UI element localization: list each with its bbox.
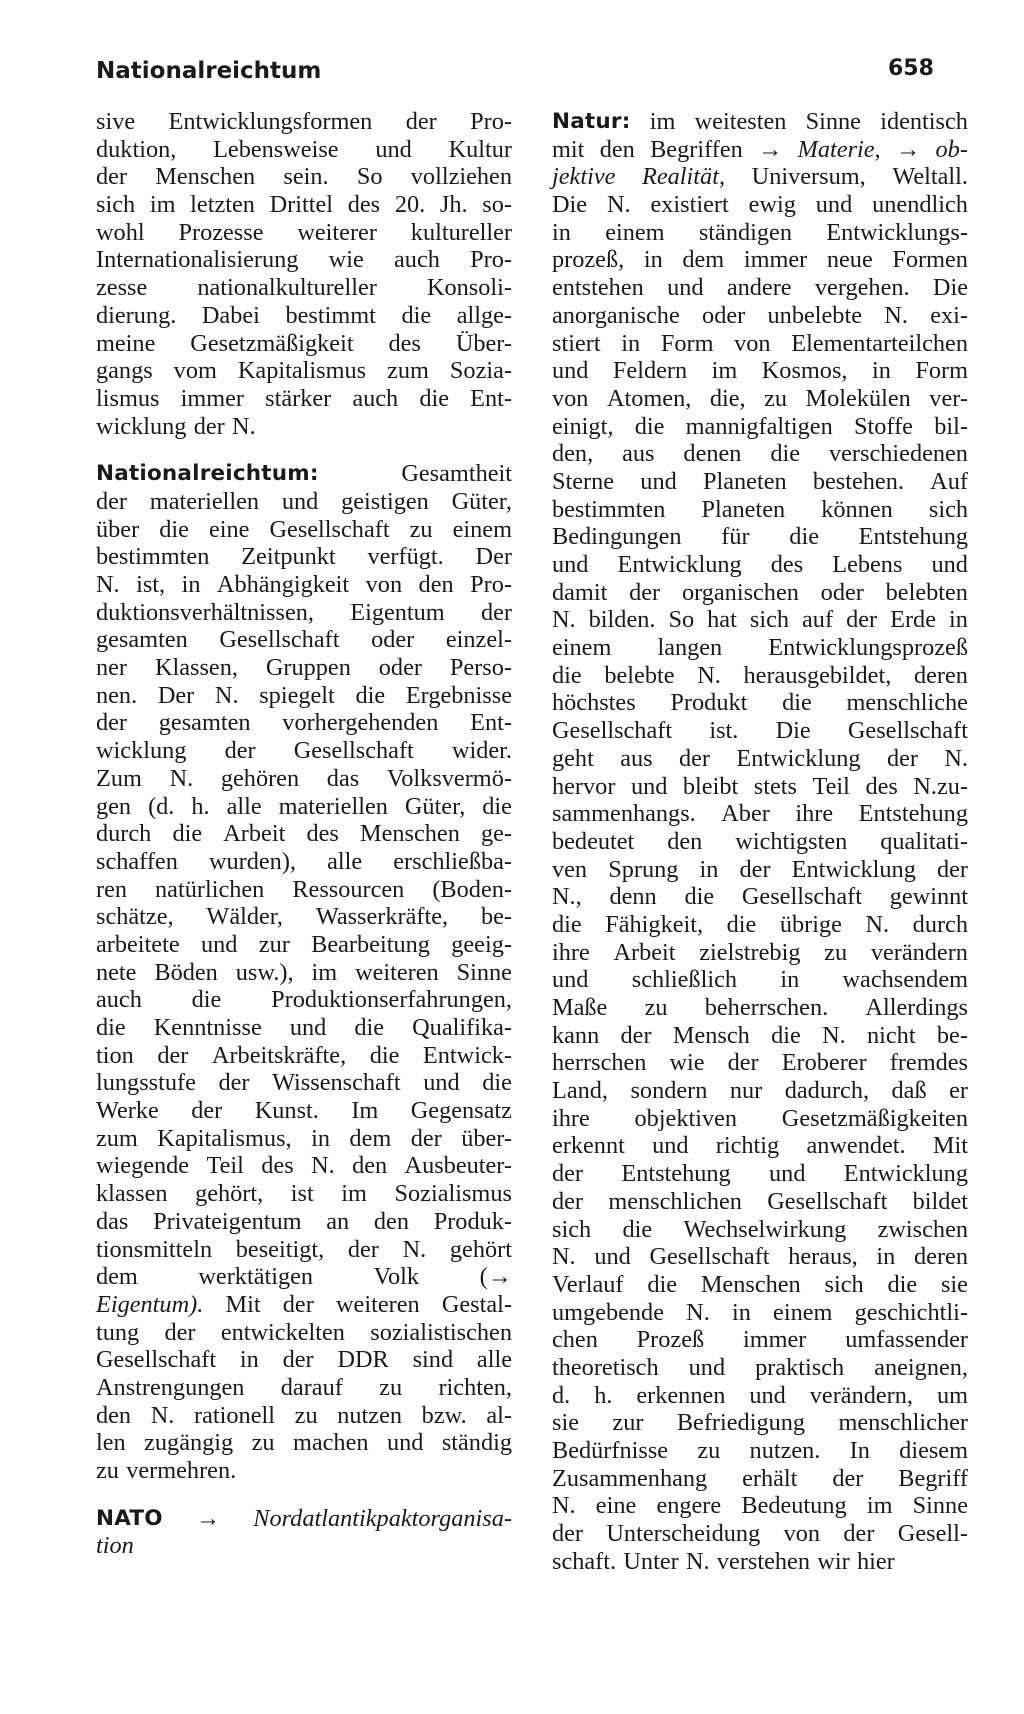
text-line: Verlauf die Menschen sich die sie [552, 1270, 968, 1298]
text-line: chen Prozeß immer umfassender [552, 1326, 968, 1354]
text-line: Land, sondern nur dadurch, daß er [552, 1077, 968, 1105]
text-line: Sterne und Planeten bestehen. Auf [552, 467, 968, 495]
text-line: lismus immer stärker auch die Ent- [96, 384, 512, 412]
text-line: tion der Arbeitskräfte, die Entwick- [96, 1041, 512, 1069]
text-line: erkennt und richtig anwendet. Mit [552, 1132, 968, 1160]
text-line: der Menschen sein. So vollziehen [96, 163, 512, 191]
right-column [552, 108, 968, 1575]
text-line: Nationalreichtum: Gesamtheit [96, 460, 512, 488]
text-line: N., denn die Gesellschaft gewinnt [552, 883, 968, 911]
text-line: nete Böden usw.), im weiteren Sinne [96, 958, 512, 986]
text-line: zu vermehren. [96, 1457, 237, 1484]
text-line: die Kenntnisse und die Qualifika- [96, 1014, 512, 1041]
text-line: anorganische oder unbelebte N. exi- [552, 301, 968, 329]
text-line: ihre objektiven Gesetzmäßigkeiten [552, 1104, 968, 1132]
text-line: ner Klassen, Gruppen oder Perso- [96, 654, 512, 682]
text-line: den, aus denen die verschiedenen [552, 440, 968, 468]
text-line: der gesamten vorhergehenden Ent- [96, 709, 512, 737]
text-line: sich die Wechselwirkung zwischen [552, 1215, 968, 1243]
text-line: sie zur Befriedigung menschlicher [552, 1409, 968, 1437]
text-line: Natur: im weitesten Sinne identisch [552, 108, 968, 135]
text-line: zesse nationalkultureller Konsoli- [96, 274, 512, 302]
text-line: sich im letzten Drittel des 20. Jh. so- [96, 191, 512, 219]
text-line: schaffen wurden), alle erschließba- [96, 847, 512, 875]
text-line: entstehen und andere vergehen. Die [552, 274, 968, 302]
text-line: damit der organischen oder belebten [552, 578, 968, 606]
text-line: prozeß, in dem immer neue Formen [552, 246, 968, 274]
text-line: den N. rationell zu nutzen bzw. al- [96, 1401, 512, 1429]
text-line: ren natürlichen Ressourcen (Boden- [96, 875, 512, 903]
text-line: höchstes Produkt die menschliche [552, 689, 968, 717]
page-header-title: Nationalreichtum [96, 58, 322, 84]
text-line: wicklung der Gesellschaft wider. [96, 737, 512, 765]
text-line: auch die Produktionserfahrungen, [96, 986, 512, 1014]
text-line: d. h. erkennen und verändern, um [552, 1381, 968, 1409]
text-line: arbeitete und zur Bearbeitung geeig- [96, 930, 512, 958]
text-line: die Fähigkeit, die übrige N. durch [552, 910, 968, 938]
text-line: von Atomen, die, zu Molekülen ver- [552, 384, 968, 412]
text-line: Maße zu beherrschen. Allerdings [552, 994, 968, 1021]
text-line: lungsstufe der Wissenschaft und die [96, 1069, 512, 1097]
text-line: tion [96, 1532, 134, 1560]
text-line: Die N. existiert ewig und unendlich [552, 191, 968, 219]
text-line: Anstrengungen darauf zu richten, [96, 1373, 512, 1401]
text-line: gen (d. h. alle materiellen Güter, die [96, 792, 512, 820]
text-line: klassen gehört, ist im Sozialismus [96, 1180, 512, 1208]
left-column [96, 108, 512, 1560]
text-line: die belebte N. herausgebildet, deren [552, 661, 968, 689]
text-line: Gesellschaft ist. Die Gesellschaft [552, 717, 968, 745]
text-line: durch die Arbeit des Menschen ge- [96, 820, 512, 848]
text-line: und schließlich in wachsendem [552, 966, 968, 994]
text-line: schätze, Wälder, Wasserkräfte, be- [96, 903, 512, 931]
text-line: mit den Begriffen → Materie, → ob- [552, 135, 968, 163]
text-line: len zugängig zu machen und ständig [96, 1429, 512, 1457]
text-line: meine Gesetzmäßigkeit des Über- [96, 329, 512, 357]
text-line: geht aus der Entwicklung der N. [552, 744, 968, 772]
text-line: duktion, Lebensweise und Kultur [96, 135, 512, 163]
text-line: der materiellen und geistigen Güter, [96, 487, 512, 515]
text-line: Eigentum). Mit der weiteren Gestal- [96, 1290, 512, 1318]
text-line: duktionsverhältnissen, Eigentum der [96, 598, 512, 626]
text-line: umgebende N. in einem geschichtli- [552, 1298, 968, 1326]
text-line: sive Entwicklungsformen der Pro- [96, 108, 512, 135]
text-line: wiegende Teil des N. den Ausbeuter- [96, 1152, 512, 1180]
text-line: Werke der Kunst. Im Gegensatz [96, 1097, 512, 1125]
text-line: wicklung der N. [96, 412, 256, 440]
text-line: N. ist, in Abhängigkeit von den Pro- [96, 571, 512, 598]
text-line: der Unterscheidung von der Gesell- [552, 1520, 968, 1548]
text-line: stiert in Form von Elementarteilchen [552, 329, 968, 357]
text-line: Gesellschaft in der DDR sind alle [96, 1346, 512, 1374]
text-line: ven Sprung in der Entwicklung der [552, 855, 968, 883]
text-line: N. bilden. So hat sich auf der Erde in [552, 606, 968, 634]
text-line: der menschlichen Gesellschaft bildet [552, 1187, 968, 1215]
text-line: tung der entwickelten sozialistischen [96, 1318, 512, 1346]
text-line: herrschen wie der Eroberer fremdes [552, 1049, 968, 1077]
text-line: schaft. Unter N. verstehen wir hier [552, 1547, 895, 1575]
text-line: einigt, die mannigfaltigen Stoffe bil- [552, 412, 968, 440]
text-line: Zusammenhang erhält der Begriff [552, 1464, 968, 1492]
text-line: tionsmitteln beseitigt, der N. gehört [96, 1235, 512, 1263]
text-line: wohl Prozesse weiterer kultureller [96, 218, 512, 246]
text-line: nen. Der N. spiegelt die Ergebnisse [96, 681, 512, 709]
text-line: über die eine Gesellschaft zu einem [96, 515, 512, 543]
text-line: und Entwicklung des Lebens und [552, 551, 968, 578]
text-line: Zum N. gehören das Volksvermö- [96, 764, 512, 792]
text-line: zum Kapitalismus, in dem der über- [96, 1124, 512, 1152]
page-number: 658 [888, 56, 934, 81]
text-line: bestimmten Planeten können sich [552, 495, 968, 523]
text-line: Bedingungen für die Entstehung [552, 523, 968, 551]
text-line: theoretisch und praktisch aneignen, [552, 1353, 968, 1381]
text-line: Internationalisierung wie auch Pro- [96, 246, 512, 274]
text-line: bedeutet den wichtigsten qualitati- [552, 827, 968, 855]
text-line: dem werktätigen Volk (→ [96, 1263, 512, 1291]
text-line: gesamten Gesellschaft oder einzel- [96, 626, 512, 654]
text-line: und Feldern im Kosmos, in Form [552, 357, 968, 385]
text-line: das Privateigentum an den Produk- [96, 1207, 512, 1235]
text-line: ihre Arbeit zielstrebig zu verändern [552, 938, 968, 966]
text-line: einem langen Entwicklungsprozeß [552, 634, 968, 662]
paragraph-gap [96, 1485, 512, 1505]
text-line: jektive Realität, Universum, Weltall. [552, 163, 968, 191]
text-line: NATO → Nordatlantikpaktorganisa- [96, 1504, 512, 1532]
text-line: sammenhangs. Aber ihre Entstehung [552, 800, 968, 828]
text-line: der Entstehung und Entwicklung [552, 1160, 968, 1188]
text-line: gangs vom Kapitalismus zum Sozia- [96, 357, 512, 385]
text-line: dierung. Dabei bestimmt die allge- [96, 301, 512, 329]
text-line: N. eine engere Bedeutung im Sinne [552, 1492, 968, 1520]
text-line: N. und Gesellschaft heraus, in deren [552, 1243, 968, 1271]
text-line: in einem ständigen Entwicklungs- [552, 218, 968, 246]
text-line: bestimmten Zeitpunkt verfügt. Der [96, 543, 512, 571]
text-line: kann der Mensch die N. nicht be- [552, 1021, 968, 1049]
text-line: hervor und bleibt stets Teil des N.zu- [552, 772, 968, 800]
paragraph-gap [96, 440, 512, 460]
text-line: Bedürfnisse zu nutzen. In diesem [552, 1437, 968, 1464]
